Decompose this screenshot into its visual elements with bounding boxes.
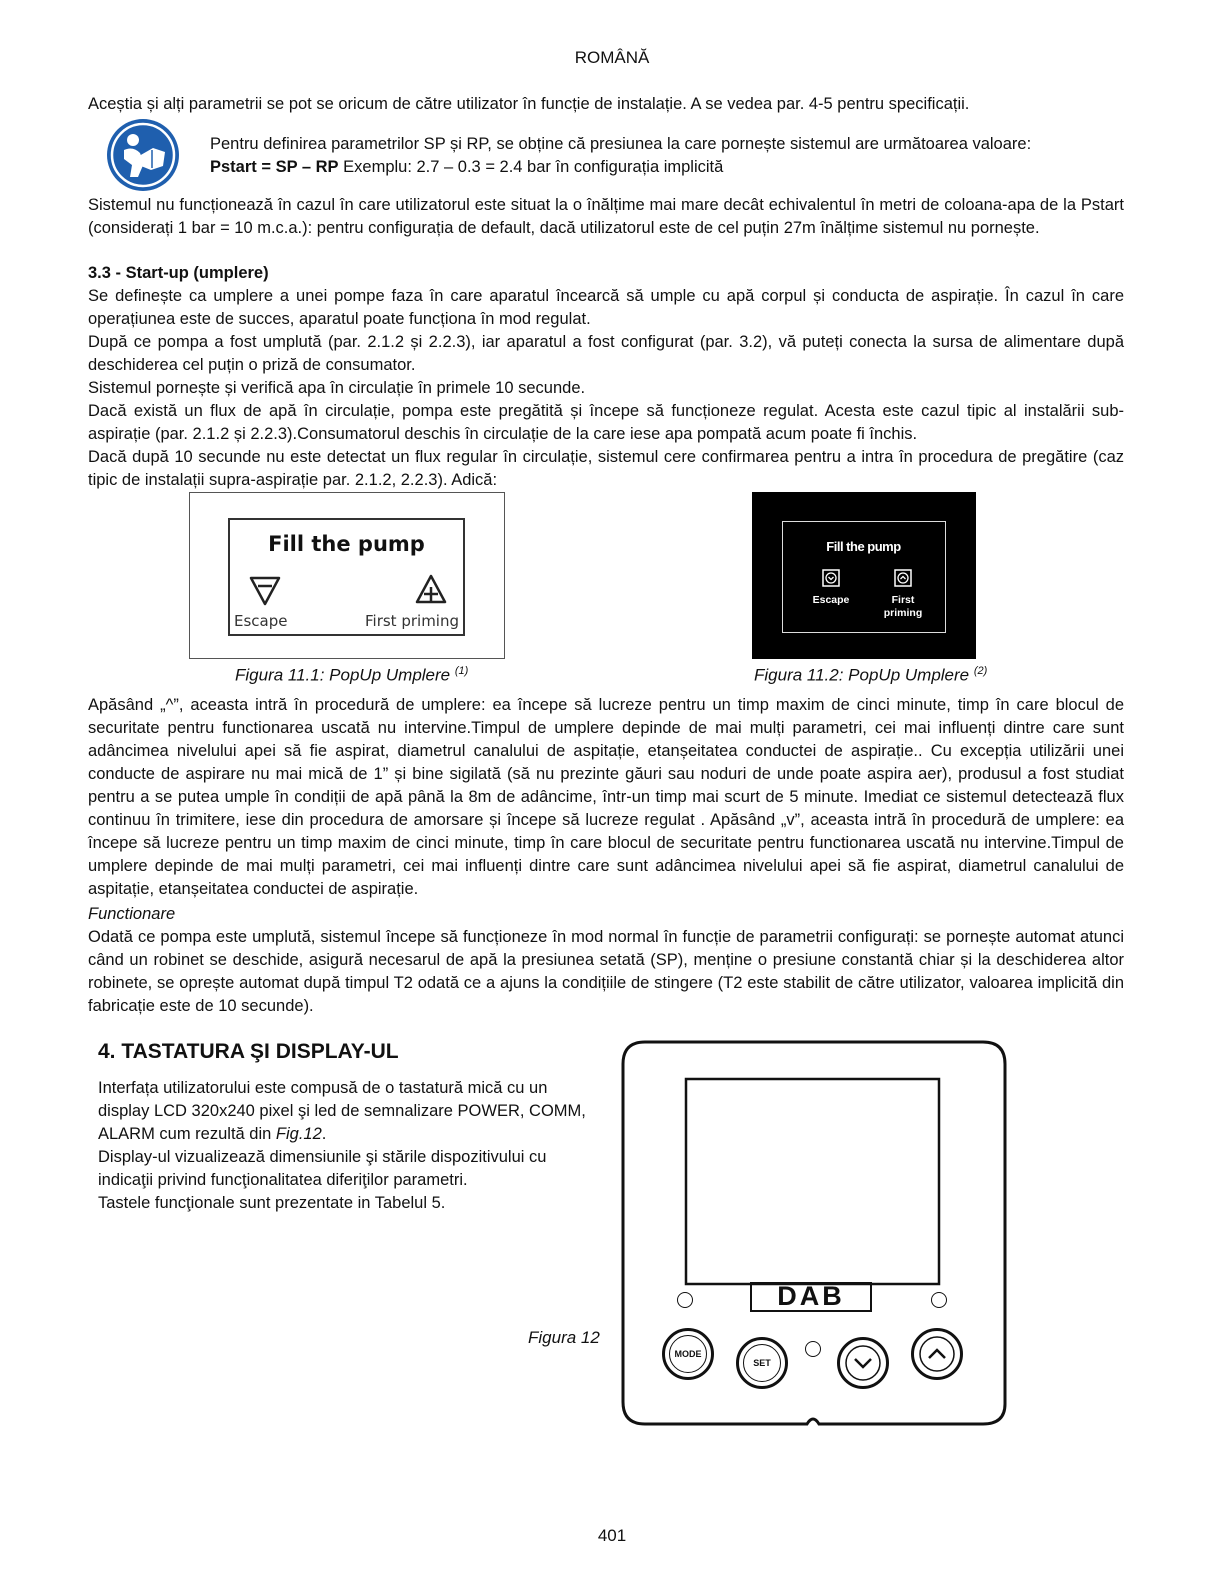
mode-button-label: MODE	[669, 1335, 707, 1373]
figure-11-2-note: (2)	[973, 665, 988, 677]
power-led	[677, 1292, 693, 1308]
language-header: ROMÂNĂ	[574, 48, 650, 67]
note-line1: Pentru definirea parametrilor SP și RP, se obține că presiunea la care pornește sistemul are următoarea valoare:	[210, 135, 1032, 153]
figure-11-1-caption	[235, 665, 468, 686]
set-button[interactable]	[736, 1337, 788, 1389]
section-4-l2: Display-ul vizualizează dimensiunile şi stările dispozitivului cu indicaţii privind funcţionalitatea diferiţilor parametri.	[98, 1148, 547, 1189]
figure-11-2-caption	[754, 665, 987, 686]
section-3-3-p3: Sistemul pornește și verifică apa în circulație în primele 10 secunde.	[88, 379, 586, 397]
up-button[interactable]	[911, 1328, 963, 1380]
section-4-l3: Tastele funcţionale sunt prezentate in Tabelul 5.	[98, 1194, 446, 1212]
popup-1-escape: Escape	[234, 612, 288, 630]
priming-up-icon	[414, 574, 448, 611]
escape-down-icon	[248, 574, 282, 611]
manual-reading-icon	[106, 118, 180, 192]
chevron-down-icon	[844, 1344, 882, 1382]
popup-1-frame	[228, 518, 465, 636]
popup-2-first-priming	[877, 594, 929, 620]
page-number: 401	[597, 1526, 627, 1545]
down-button[interactable]	[837, 1337, 889, 1389]
section-4-l1-end: .	[321, 1125, 327, 1143]
functionare-title: Functionare	[88, 905, 176, 923]
note-example: Exemplu: 2.7 – 0.3 = 2.4 bar în configurația implicită	[338, 158, 724, 176]
note-line2	[210, 156, 1110, 179]
section-3-3-p5: Dacă după 10 secunde nu este detectat un flux regular în circulație, sistemul cere confirmarea pentru a intra în procedura de pregătire (caz tipic de instalații supra-aspirație par. 2.1.2, 2.2.3). Adică:	[88, 448, 1124, 489]
section-4-intro	[98, 1077, 598, 1215]
section-3-3-title: 3.3 - Start-up (umplere)	[88, 264, 269, 282]
note-text	[210, 133, 1110, 179]
comm-led	[805, 1341, 821, 1357]
popup-figure-2	[752, 492, 976, 659]
popup-figure-1	[189, 492, 505, 659]
section-3-3-p4: Dacă există un flux de apă în circulație, pompa este pregătită și începe să funcționeze regulat. Acesta este cazul tipic al instalării sub-aspirație (par. 2.1.2 și 2.2.3).Consumatorul deschis în circulație de la care iese apa pompată acum poate fi închis.	[88, 402, 1124, 443]
escape-down-icon	[822, 569, 840, 592]
popup-1-first-priming: First priming	[365, 612, 459, 630]
figure-12-caption: Figura 12	[528, 1328, 600, 1347]
pstart-formula: Pstart = SP – RP	[210, 158, 339, 176]
control-panel-figure	[619, 1038, 1009, 1430]
pressing-paragraph: Apăsând „^”, aceasta intră în procedură de umplere: ea începe să lucreze pentru un timp maxim de cinci minute, timp în care blocul de securitate pentru functionarea uscată nu intervine.Timpul de umplere depinde de mai mulți parametri, cei mai influenți dintre care sunt adâncimea nivelului apei să fie aspirat, diametrul canalului de aspitație, etanșeitatea conductei de aspirație.. Cu excepția utilizării unei conducte de aspirare nu mai mică de 1” și bine sigilată (să nu prezinte găuri sau noduri de unde poate aspira aer), produsul a fost studiat pentru a se putea umple în condiții de apă până la 8m de adâncime, într-un timp mai scurt de 5 minute. Imediat ce sistemul detectează flux continuu în trimitere, iese din procedura de amorsare și începe să lucreze regulat . Apăsând „v”, aceasta intră în procedură de umplere: ea începe să lucreze pentru un timp maxim de cinci minute, timp în care blocul de securitate pentru functionarea uscată nu intervine.Timpul de umplere depinde de mai mulți parametri, cei mai influenți dintre care sunt adâncimea nivelului apei să fie aspirat, diametrul canalului de aspitație, etanșeitatea conductei de aspirație.	[88, 696, 1124, 898]
intro-line: Aceștia și alți parametrii se pot se oricum de către utilizator în funcție de instalație. A se vedea par. 4-5 pentru specificații.	[88, 95, 970, 113]
section-4-title: 4. TASTATURA ŞI DISPLAY-UL	[98, 1040, 399, 1063]
section-3-3-p2: După ce pompa a fost umplută (par. 2.1.2 și 2.2.3), iar aparatul a fost configurat (par. 3.2), vă puteți conecta la sursa de alimentare după deschiderea cel puțin o priză de consumator.	[88, 333, 1124, 374]
popup-2-frame	[782, 521, 946, 633]
figure-11-1-note: (1)	[454, 665, 469, 677]
popup-2-escape: Escape	[812, 594, 850, 606]
dab-logo: DAB	[750, 1282, 872, 1312]
priming-up-icon	[894, 569, 912, 592]
alarm-led	[931, 1292, 947, 1308]
functionare-text: Odată ce pompa este umplută, sistemul începe să funcționeze în mod normal în funcție de parametrii configurați: se pornește automat atunci când un robinet se deschide, asigură necesarul de apă la presiunea setată (SP), menține o presiune constantă chiar și la deschiderea altor robinete, se oprește automat după timpul T2 odată ce a ajuns la condițiile de stingere (T2 este stabilit de către utilizator, valoarea implicită din fabricație este de 10 secunde).	[88, 928, 1124, 1015]
fig-12-reference: Fig.12	[275, 1125, 322, 1143]
popup-2-priming: priming	[883, 607, 923, 619]
popup-2-title: Fill the pump	[826, 539, 901, 554]
section-4-l1: Interfața utilizatorului este compusă de o tastatură mică cu un display LCD 320x240 pixel şi led de semnalizare POWER, COMM, ALARM cum rezultă din	[98, 1079, 586, 1143]
popup-1-title: Fill the pump	[268, 532, 425, 556]
popup-2-first: First	[891, 594, 915, 606]
figure-11-1-caption-text: Figura 11.1: PopUp Umplere	[235, 665, 455, 685]
height-paragraph: Sistemul nu funcționează în cazul în care utilizatorul este situat la o înălțime mai mare decât echivalentul în metri de coloana-apa de la Pstart (considerați 1 bar = 10 m.c.a.): pentru configurația de default, dacă utilizatorul este de cel puțin 27m înălțime sistemul nu pornește.	[88, 196, 1124, 237]
figure-11-2-caption-text: Figura 11.2: PopUp Umplere	[754, 665, 974, 685]
mode-button[interactable]	[662, 1328, 714, 1380]
set-button-label: SET	[743, 1344, 781, 1382]
chevron-up-icon	[918, 1335, 956, 1373]
section-3-3-p1: Se definește ca umplere a unei pompe faza în care aparatul încearcă să umple cu apă corpul și conducta de aspirație. În cazul în care operațiunea este de succes, aparatul poate funcționa în mod regulat.	[88, 287, 1124, 328]
